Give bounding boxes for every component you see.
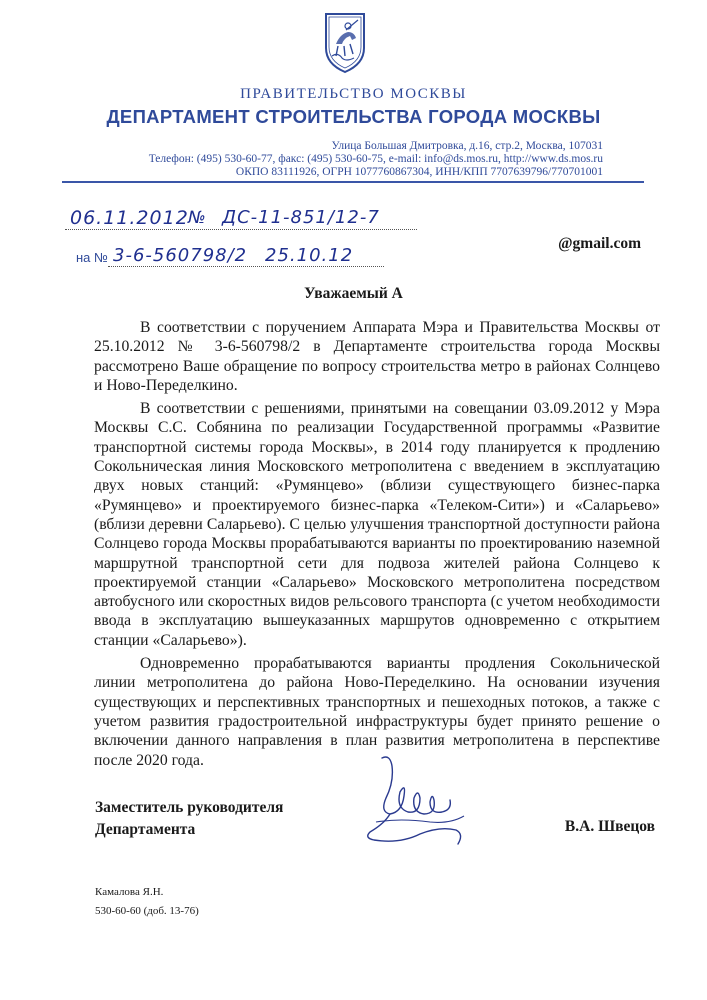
department-heading: ДЕПАРТАМЕНТ СТРОИТЕЛЬСТВА ГОРОДА МОСКВЫ [106, 106, 601, 127]
handwritten-signature [360, 752, 470, 860]
executor-name: Камалова Я.Н. [95, 886, 164, 898]
registration-underline [65, 229, 417, 230]
signatory-title [95, 797, 283, 841]
department-contacts: Телефон: (495) 530-60-77, факс: (495) 530-60-75, e-mail: info@ds.mos.ru, http://www.ds.mos.ru [148, 153, 603, 165]
registration-number: ДС-11-851/12-7 [222, 207, 380, 228]
body-paragraph: В соответствии с решениями, принятыми на совещании 03.09.2012 у Мэра Москвы С.С. Собянина по реализации Государственной программы «Развитие транспортной системы города Москвы», в 2014 году планируется к продлению Сокольническая линия Московского метрополитена с введением в эксплуатацию двух новых станций: «Румянцево» (вблизи существующего бизнес-парка «Румянцево» и проектируемого бизнес-парка «Телеком-Сити») и «Саларьево» (вблизи деревни Саларьево). С целью улучшения транспортной доступности района Солнцево города Москвы прорабатываются варианты по проектированию наземной маршрутной транспортной сети для подвоза жителей района Солнцево к проектируемой станции «Саларьево» Московского метрополитена посредством автобусного или скоростных видов рельсового транспорта (с учетом необходимости ввода в эксплуатацию вышеуказанных маршрутов одновременно с открытием станции «Саларьево»). [94, 400, 660, 649]
moscow-coat-of-arms-icon [320, 10, 370, 74]
signatory-name: В.А. Швецов [564, 818, 655, 835]
signatory-title-line: Заместитель руководителя [95, 799, 284, 816]
header-divider [62, 181, 644, 183]
body-paragraph: Одновременно прорабатываются варианты продления Сокольнической линии метрополитена до района Ново-Переделкино. На основании изучения существующих и перспективных транспортных и пешеходных потоков, а также с учетом развития градостроительной инфраструктуры будет принято решение о включении данного направления в план развития метрополитена в перспективе после 2020 года. [94, 655, 660, 769]
body-paragraph: В соответствии с поручением Аппарата Мэра и Правительства Москвы от 25.10.2012 № 3-6-560798/2 в Департаменте строительства города Москвы рассмотрено Ваше обращение по вопросу строительства метро в районах Солнцево и Ново-Переделкино. [94, 319, 660, 394]
recipient-email: @gmail.com [558, 235, 641, 252]
letter-body [94, 318, 660, 774]
reference-label: на № [76, 250, 108, 265]
executor-info [95, 883, 199, 921]
signatory-title-line: Департамента [95, 821, 196, 838]
reference-number: 3-6-560798/2 [113, 245, 248, 266]
executor-phone: 530-60-60 (доб. 13-76) [95, 905, 199, 917]
government-heading: ПРАВИТЕЛЬСТВО МОСКВЫ [240, 86, 467, 102]
department-codes: ОКПО 83111926, ОГРН 1077760867304, ИНН/КПП 7707639796/770701001 [235, 166, 603, 178]
greeting: Уважаемый А [304, 285, 403, 302]
reference-date: 25.10.12 [265, 245, 354, 266]
registration-number-label: № [188, 208, 206, 228]
department-address: Улица Большая Дмитровка, д.16, стр.2, Москва, 107031 [331, 140, 603, 152]
reference-underline [108, 266, 384, 267]
registration-date: 06.11.2012 [70, 207, 189, 229]
